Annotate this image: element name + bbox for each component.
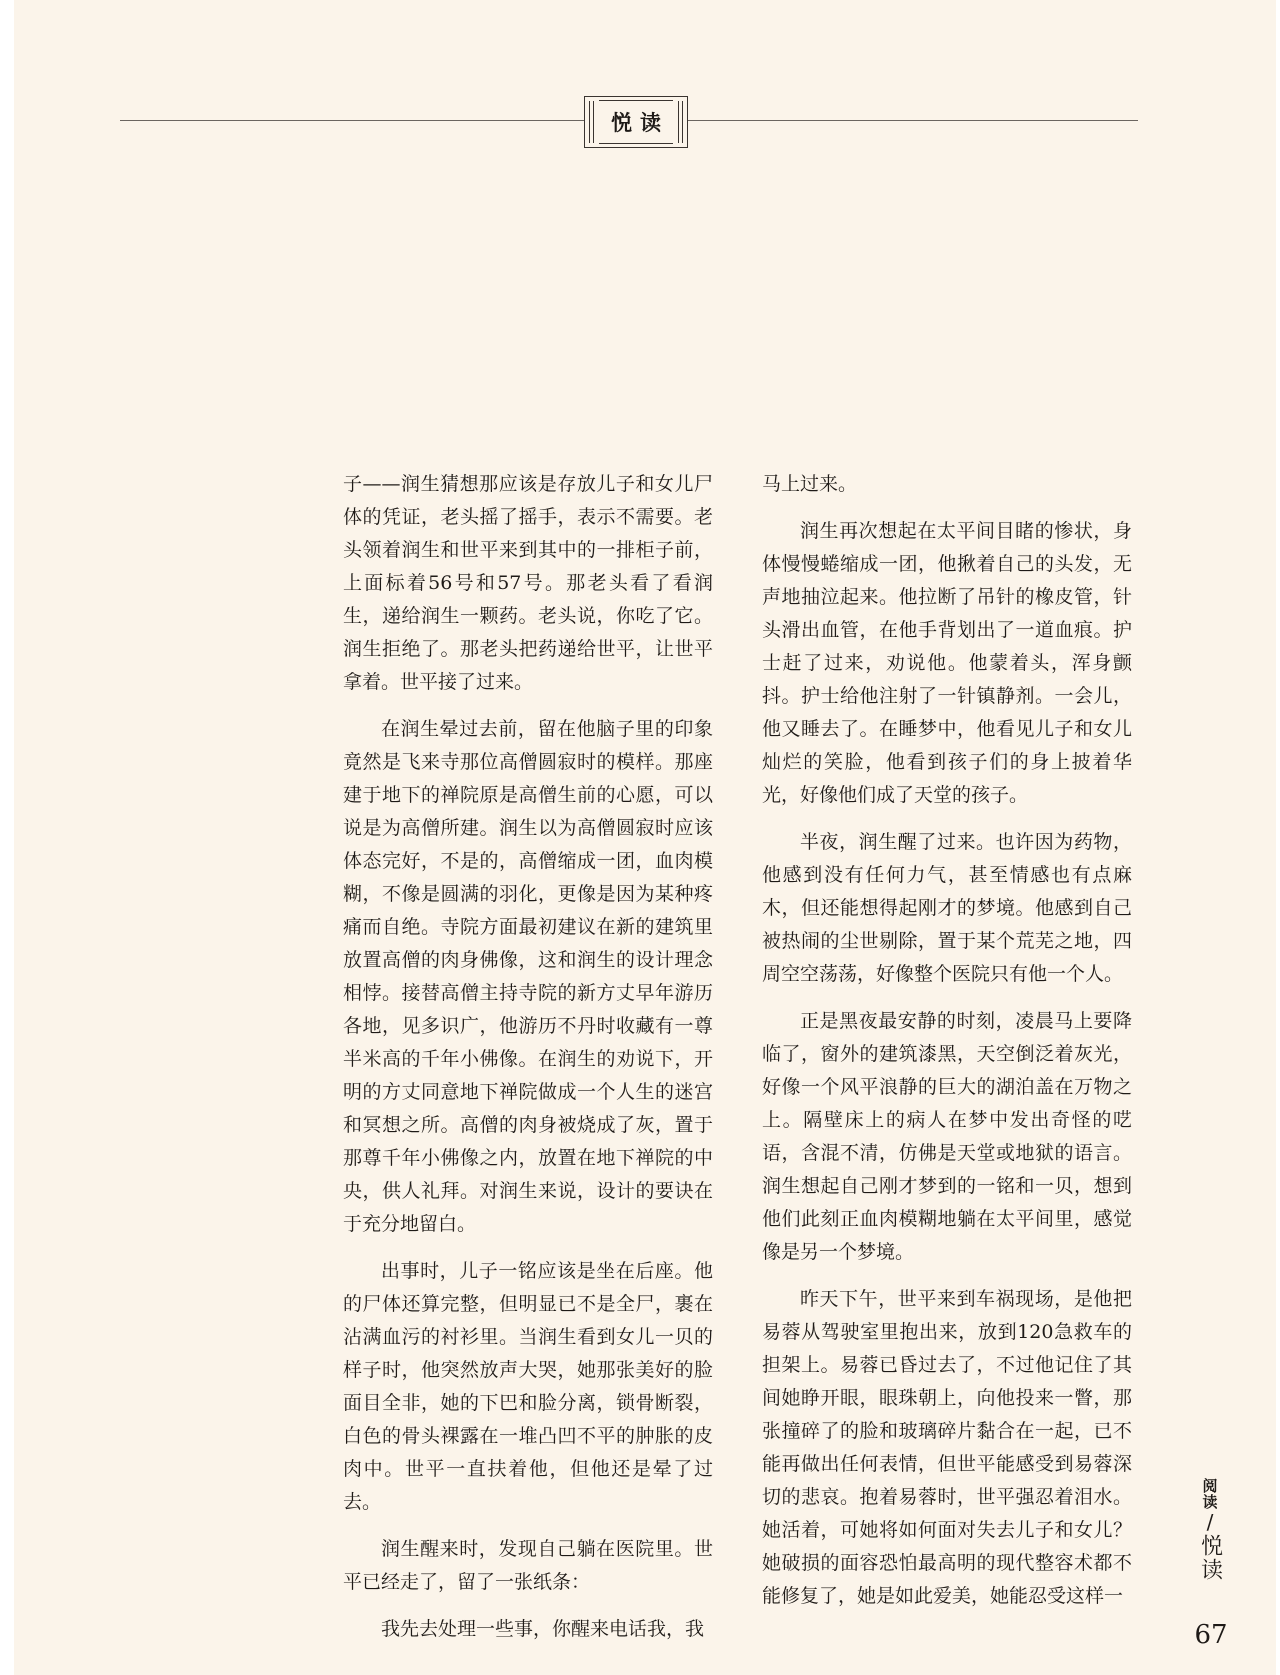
page-number: 67 bbox=[1194, 1620, 1228, 1650]
paragraph: 润生再次想起在太平间目睹的惨状，身体慢慢蜷缩成一团，他揪着自己的头发，无声地抽泣起来。他拉断了吊针的橡皮管，针头滑出血管，在他手背划出了一道血痕。护士赶了过来，劝说他。他蒙着头，浑身颤抖。护士给他注射了一针镇静剂。一会儿，他又睡去了。在睡梦中，他看见儿子和女儿灿烂的笑脸，他看到孩子们的身上披着华光，好像他们成了天堂的孩子。 bbox=[762, 520, 1132, 806]
article-column-left bbox=[343, 468, 713, 1660]
paragraph: 子——润生猜想那应该是存放儿子和女儿尸体的凭证，老头摇了摇手，表示不需要。老头领着润生和世平来到其中的一排柜子前，上面标着56号和57号。那老头看了看润生，递给润生一颗药。老头说，你吃了它。润生拒绝了。那老头把药递给世平，让世平拿着。世平接了过来。 bbox=[343, 473, 713, 693]
magazine-name: 阅读 bbox=[1200, 1478, 1219, 1510]
paragraph: 出事时，儿子一铭应该是坐在后座。他的尸体还算完整，但明显已不是全尸，裹在沾满血污的衬衫里。当润生看到女儿一贝的样子时，他突然放声大哭，她那张美好的脸面目全非，她的下巴和脸分离，锁骨断裂，白色的骨头裸露在一堆凸凹不平的肿胀的皮肉中。世平一直扶着他，但他还是晕了过去。 bbox=[343, 1260, 713, 1513]
section-title: 悦读 bbox=[599, 100, 673, 144]
article-column-right bbox=[762, 468, 1132, 1627]
page-edge-right bbox=[1276, 0, 1280, 1675]
paragraph: 昨天下午，世平来到车祸现场，是他把易蓉从驾驶室里抱出来，放到120急救车的担架上。易蓉已昏过去了，不过他记住了其间她睁开眼，眼珠朝上，向他投来一瞥，那张撞碎了的脸和玻璃碎片黏合在一起，已不能再做出任何表情，但世平能感受到易蓉深切的悲哀。抱着易蓉时，世平强忍着泪水。她活着，可她将如何面对失去儿子和女儿？她破损的面容恐怕最高明的现代整容术都不能修复了，她是如此爱美，她能忍受这样一 bbox=[762, 1288, 1132, 1607]
paragraph: 我先去处理一些事，你醒来电话我，我 bbox=[381, 1618, 705, 1640]
paragraph: 润生醒来时，发现自己躺在医院里。世平已经走了，留了一张纸条： bbox=[343, 1538, 713, 1593]
paragraph: 半夜，润生醒了过来。也许因为药物，他感到没有任何力气，甚至情感也有点麻木，但还能想得起刚才的梦境。他感到自己被热闹的尘世剔除，置于某个荒芜之地，四周空空荡荡，好像整个医院只有他一个人。 bbox=[762, 831, 1132, 985]
paragraph: 在润生晕过去前，留在他脑子里的印象竟然是飞来寺那位高僧圆寂时的模样。那座建于地下的禅院原是高僧生前的心愿，可以说是为高僧所建。润生以为高僧圆寂时应该体态完好，不是的，高僧缩成一团，血肉模糊，不像是圆满的羽化，更像是因为某种疼痛而自绝。寺院方面最初建议在新的建筑里放置高僧的肉身佛像，这和润生的设计理念相悖。接替高僧主持寺院的新方丈早年游历各地，见多识广，他游历不丹时收藏有一尊半米高的千年小佛像。在润生的劝说下，开明的方丈同意地下禅院做成一个人生的迷宫和冥想之所。高僧的肉身被烧成了灰，置于那尊千年小佛像之内，放置在地下禅院的中央，供人礼拜。对润生来说，设计的要诀在于充分地留白。 bbox=[343, 718, 713, 1235]
paragraph: 正是黑夜最安静的时刻，凌晨马上要降临了，窗外的建筑漆黑，天空倒泛着灰光，好像一个风平浪静的巨大的湖泊盖在万物之上。隔壁床上的病人在梦中发出奇怪的呓语，含混不清，仿佛是天堂或地狱的语言。润生想起自己刚才梦到的一铭和一贝，想到他们此刻正血肉模糊地躺在太平间里，感觉像是另一个梦境。 bbox=[762, 1010, 1132, 1263]
running-footer bbox=[1192, 1478, 1228, 1582]
page-edge-left bbox=[0, 0, 14, 1675]
footer-separator: / bbox=[1206, 1510, 1214, 1534]
section-badge bbox=[584, 96, 688, 148]
footer-section: 悦读 bbox=[1197, 1534, 1223, 1582]
paragraph: 马上过来。 bbox=[762, 473, 858, 495]
